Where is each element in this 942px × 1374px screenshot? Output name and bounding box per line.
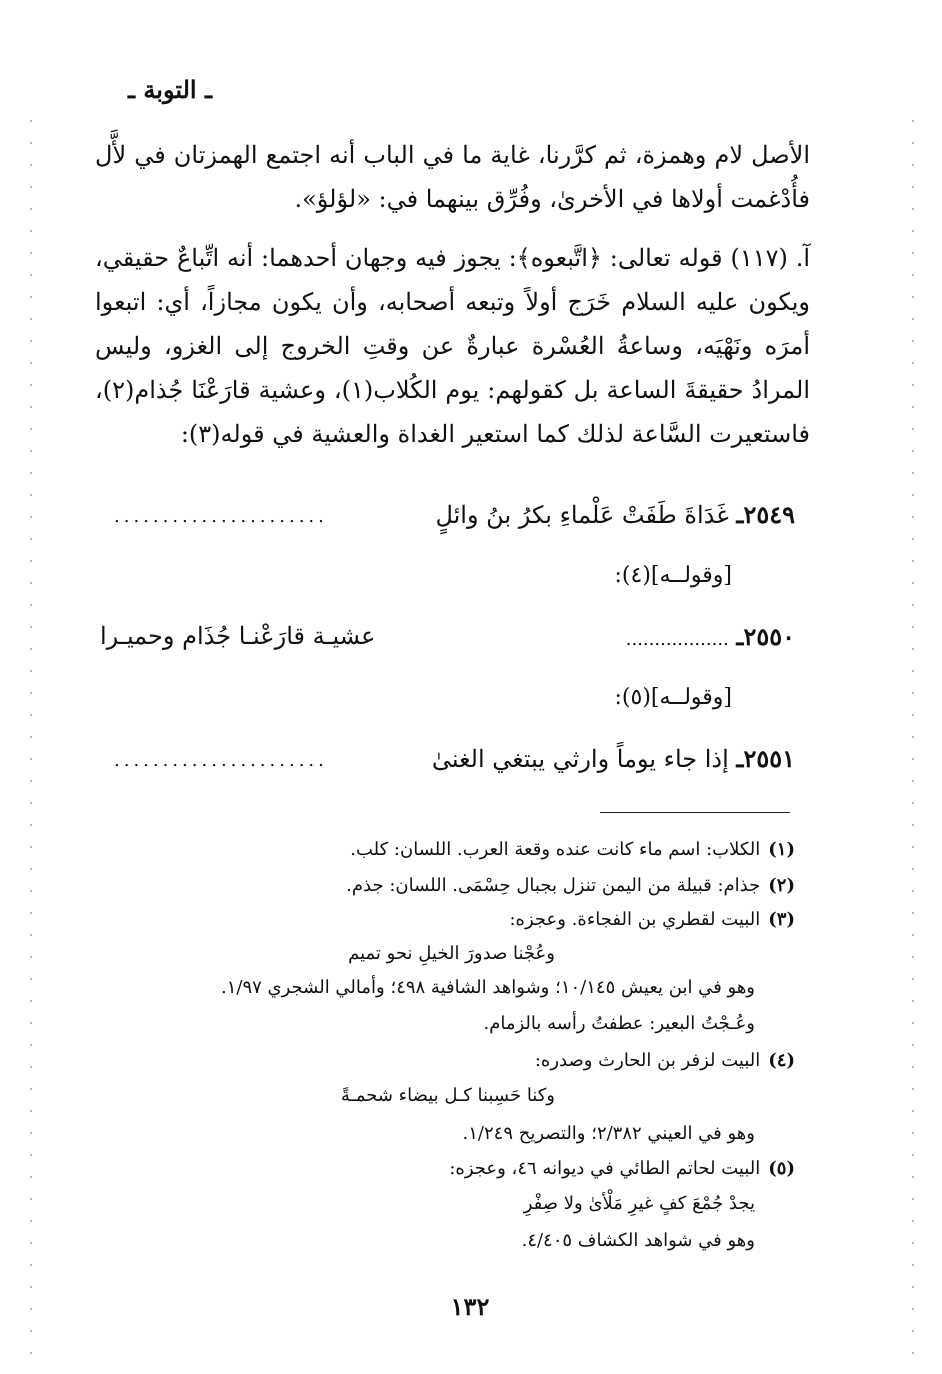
verse-hemistich-right: غَدَاةَ طَفَتْ عَلْماءِ بكرُ بنُ وائلٍ xyxy=(435,501,729,529)
footnote-3-source: وهو في ابن يعيش ١٠/١٤٥؛ وشواهد الشافية ٤٩٨؛ وأمالي الشجري ١/٩٧. xyxy=(220,977,755,998)
running-header: ـ التوبة ـ xyxy=(128,75,212,104)
verse-2549 xyxy=(100,500,795,540)
scan-edge-right xyxy=(912,120,914,1360)
footnote-3: (٣)البيت لقطري بن الفجاءة. وعجزه: xyxy=(509,909,795,930)
verse-intro-4: [وقولــه](٤): xyxy=(614,563,732,588)
paragraph-1: الأصل لام وهمزة، ثم كرَّرنا، غاية ما في الباب أنه اجتمع الهمزتان في لأَّل فأُدْغمت أولاها في الأخرىٰ، وفُرِّق بينهما في: «لؤلؤ». xyxy=(95,141,810,213)
verse-hemistich-right: إذا جاء يوماً وارثي يبتغي الغنىٰ xyxy=(431,745,729,773)
footnote-2: (٢)جذام: قبيلة من اليمن تنزل بجبال حِسْمَى. اللسان: جذم. xyxy=(346,875,795,896)
footnote-1: (١)الكلاب: اسم ماء كانت عنده وقعة العرب. اللسان: كلب. xyxy=(350,839,795,860)
footnote-separator xyxy=(600,812,790,813)
verse-ellipsis: ...................... xyxy=(114,750,328,771)
footnote-3-note: وعُـجْتُ البعير: عطفتُ رأسه بالزمام. xyxy=(483,1013,755,1034)
paragraph-2: آ. (١١٧) قوله تعالى: ﴿اتَّبعوه﴾: يجوز فيه وجهان أحدهما: أنه اتِّباعٌ حقيقي، ويكون عليه السلام خَرَج أولاً وتبعه أصحابه، وأن يكون مجازاً، أي: اتبعوا أمرَه ونَهْيَه، وساعةُ العُسْرة عبارةٌ عن وقتِ الخروج إلى الغزو، وليس المرادُ حقيقةَ الساعة بل كقولهم: يوم الكُلاب(١)، وعشية قارَعْنَا جُذام(٢)، فاستعيرت السَّاعة لذلك كما استعير الغداة والعشية في قوله(٣): xyxy=(95,244,811,448)
footnote-5-poem: يجدْ جُمْعَ كفٍ غيرِ مَلْأىٰ ولا صِفْرِ xyxy=(523,1193,755,1214)
scan-edge-left xyxy=(30,120,32,1360)
verse-number: ٢٥٤٩ـ xyxy=(736,500,795,529)
footnote-5: (٥)البيت لحاتم الطائي في ديوانه ٤٦، وعجزه: xyxy=(449,1158,795,1179)
footnote-3-poem: وعُجْنا صدورَ الخيلِ نحو تميم xyxy=(348,943,555,964)
verse-number: ٢٥٥٠ـ xyxy=(736,622,795,651)
footnote-4-poem: وكنا حَسِبنا كـل بيضاء شحمـةً xyxy=(340,1085,555,1106)
verse-intro-5: [وقولــه](٥): xyxy=(614,685,732,710)
verse-number: ٢٥٥١ـ xyxy=(736,744,795,773)
verse-2550 xyxy=(100,622,795,662)
page-number: ١٣٢ xyxy=(450,1292,490,1321)
verse-ellipsis: ...................... xyxy=(114,506,328,527)
footnote-4: (٤)البيت لزفر بن الحارث وصدره: xyxy=(534,1050,795,1071)
footnote-5-source: وهو في شواهد الكشاف ٤/٤٠٥. xyxy=(521,1230,755,1251)
verse-2551 xyxy=(100,744,795,784)
verse-hemistich-left: عشيـة قارَعْنـا جُذَام وحميـرا xyxy=(100,622,376,650)
footnote-4-source: وهو في العيني ٢/٣٨٢؛ والتصريح ١/٢٤٩. xyxy=(462,1123,755,1144)
verse-ellipsis: .................. xyxy=(625,629,729,650)
